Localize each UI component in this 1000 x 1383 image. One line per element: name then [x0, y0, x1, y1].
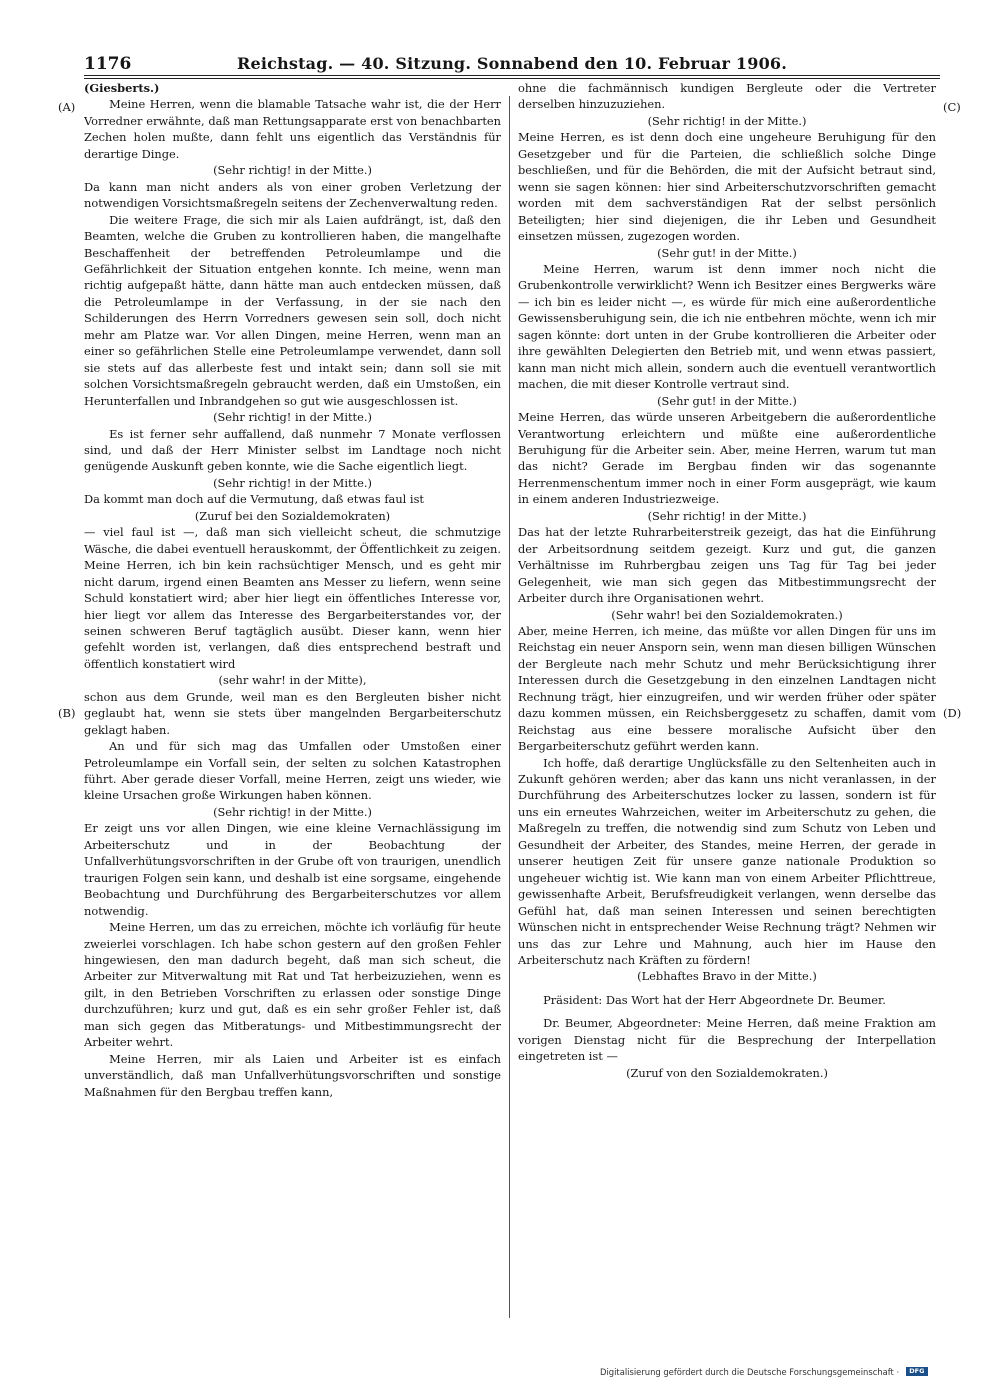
paragraph: Meine Herren, wenn die blamable Tatsache wahr ist, die der Herr Vorredner erwähnte, daß man Rettungsapparate erst von benachbarten Zechen holen mußte, dann fehlt uns eigentlich das Verständnis für derartige Dinge.	[84, 97, 501, 161]
interjection: (Sehr richtig! in der Mitte.)	[213, 163, 372, 178]
paragraph: Meine Herren, es ist denn doch eine ungeheure Beruhigung für den Gesetzgeber und für die Parteien, die schließlich solche Dinge beschließen, und für die Behörden, die mit der Aufsicht betraut sind, wenn sie sagen können: hier sind Arbeiterschutzvorschriften gemacht worden mit dem sachverständigen Rat der selbst persönlich Beteiligten; hier sind diejenigen, die ihr Leben und Gesundheit einsetzen müssen, zugezogen worden.	[518, 130, 936, 244]
page-title: Reichstag. — 40. Sitzung. Sonnabend den 10. Februar 1906.	[236, 54, 788, 73]
left-text-column	[84, 80, 501, 1330]
paragraph: Meine Herren, mir als Laien und Arbeiter ist es einfach unverständlich, daß man Unfallverhütungsvorschriften und sonstige Maßnahmen für den Bergbau treffen kann,	[84, 1051, 501, 1099]
header-rule-bottom	[84, 78, 940, 79]
paragraph: Dr. Beumer, Abgeordneter: Meine Herren, daß meine Fraktion am vorigen Dienstag nicht für die Besprechung der Interpellation eingetreten ist —	[518, 1016, 936, 1064]
margin-marker-c: (C)	[943, 100, 961, 114]
interjection: (Sehr gut! in der Mitte.)	[657, 245, 797, 260]
paragraph: Es ist ferner sehr auffallend, daß nunmehr 7 Monate verflossen sind, und daß der Herr Minister selbst im Landtage noch nicht genügende Auskunft geben konnte, wie die Sache eigentlich liegt.	[84, 426, 501, 474]
paragraph: Die weitere Frage, die sich mir als Laien aufdrängt, ist, daß den Beamten, welche die Gruben zu kontrollieren haben, die mangelhafte Beschaffenheit der betreffenden Petroleumlampe und die Gefährlichkeit der Situation entgehen konnte. Ich meine, wenn man richtig aufgepaßt hätte, dann hätte man auch entdecken müssen, daß die Petroleumlampe in der Verfassung, in der sie nach den Schilderungen des Herrn Vorredners gewesen sein soll, doch nicht mehr am Platze war. Vor allen Dingen, meine Herren, wenn man an einer so gefährlichen Stelle eine Petroleumlampe verwendet, dann soll sie stets auf das allerbeste fest und intakt sein; dann soll sie mit solchen Vorsichtsmaßregeln gebraucht werden, daß ein Umstoßen, ein Herunterfallen und Inbrandgehen so gut wie ausgeschlossen ist.	[84, 212, 501, 408]
page-header	[84, 50, 940, 76]
interjection: (Sehr wahr! bei den Sozialdemokraten.)	[611, 607, 843, 622]
column-divider	[509, 96, 510, 1318]
paragraph: An und für sich mag das Umfallen oder Umstoßen einer Petroleumlampe ein Vorfall sein, der selten zu solchen Katastrophen führt. Aber gerade dieser Vorfall, meine Herren, zeigt uns wieder, wie kleine Ursachen große Wirkungen haben können.	[84, 739, 501, 803]
interjection: (sehr wahr! in der Mitte),	[218, 673, 367, 688]
interjection: (Sehr gut! in der Mitte.)	[657, 393, 797, 408]
interjection: (Zuruf von den Sozialdemokraten.)	[626, 1065, 828, 1080]
footer-text: Digitalisierung gefördert durch die Deutsche Forschungsgemeinschaft ·	[600, 1366, 900, 1377]
paragraph: Ich hoffe, daß derartige Unglücksfälle zu den Seltenheiten auch in Zukunft gehören werden; aber das kann uns nicht veranlassen, in der Durchführung des Arbeiterschutzes locker zu lassen, sondern ist für uns ein erneutes Wahrzeichen, weiter im Arbeiterschutz zu gehen, die Maßregeln zu treffen, die notwendig sind zum Schutz von Leben und Gesundheit der Arbeiter, des Standes, meine Herren, der gerade in unserer heutigen Zeit für unsere ganze nationale Produktion so ungeheuer wichtig ist. Wie kann man von einem Arbeiter Pflichttreue, gewissenhafte Arbeit, Berufsfreudigkeit verlangen, wenn derselbe das Gefühl hat, daß man seinen Interessen und seinen berechtigten Wünschen nicht in entsprechender Weise Rechnung trägt? Nehmen wir uns das zur Lehre und Mahnung, auch hier im Hause den Arbeiterschutz nach Kräften zu fördern!	[518, 755, 936, 968]
paragraph: — viel faul ist —, daß man sich vielleicht scheut, die schmutzige Wäsche, die dabei eventuell herauskommt, der Öffentlichkeit zu zeigen. Meine Herren, ich bin kein rachsüchtiger Mensch, und es geht mir nicht darum, irgend einen Beamten ans Messer zu liefern, wenn seine Schuld konstatiert wird; aber hier liegt ein öffentliches Interesse vor, hier liegt vor allem das Interesse des Bergarbeiterstandes vor, der seinen schweren Beruf tagtäglich ausübt. Dieser kann, wenn hier gefehlt worden ist, verlangen, daß dies entsprechend bestraft und öffentlich konstatiert wird	[84, 525, 501, 671]
paragraph: Da kann man nicht anders als von einer groben Verletzung der notwendigen Vorsichtsmaßregeln seitens der Zechenverwaltung reden.	[84, 179, 501, 211]
paragraph: Das hat der letzte Ruhrarbeiterstreik gezeigt, das hat die Einführung der Arbeitsordnung seitdem gezeigt. Kurz und gut, die ganzen Verhältnisse im Ruhrbergbau zeigen uns Tag für Tag bei jeder Gelegenheit, wie man sich gegen das Mitbestimmungsrecht der Arbeiter durch ihre Organisationen wehrt.	[518, 525, 936, 606]
interjection: (Sehr richtig! in der Mitte.)	[647, 113, 807, 128]
paragraph: Aber, meine Herren, ich meine, das müßte vor allen Dingen für uns im Reichstag ein neuer Ansporn sein, wenn man diesen billigen Wünschen der Bergleute nach mehr Schutz und mehr Berücksichtigung ihrer Interessen durch die Gesetzgebung in den einzelnen Landtagen nicht Rechnung trägt, hier einzugreifen, und wir werden früher oder später dazu kommen müssen, ein Reichsberggesetz zu schaffen, damit vom Reichstag aus eine bessere moralische Aufsicht über den Bergarbeiterschutz geführt werden kann.	[518, 623, 936, 754]
interjection: (Sehr richtig! in der Mitte.)	[213, 475, 372, 490]
dfg-logo: DFG	[906, 1367, 928, 1376]
page-number: 1176	[84, 54, 132, 74]
paragraph-gap	[518, 985, 936, 992]
paragraph: Er zeigt uns vor allen Dingen, wie eine kleine Vernachlässigung im Arbeiterschutz und in der Beobachtung der Unfallverhütungsvorschriften in der Grube oft von traurigen, unendlich traurigen Folgen sein kann, und deshalb ist eine sorgsame, eingehende Beobachtung und Durchführung des Bergarbeiterschutzes vor allem notwendig.	[84, 821, 501, 918]
margin-marker-a: (A)	[58, 100, 76, 114]
paragraph-gap	[518, 1008, 936, 1015]
paragraph: schon aus dem Grunde, weil man es den Bergleuten bisher nicht geglaubt hat, wenn sie stets über mangelnden Bergarbeiterschutz geklagt haben.	[84, 689, 501, 737]
paragraph: ohne die fachmännisch kundigen Bergleute oder die Vertreter derselben hinzuzuziehen.	[518, 81, 936, 112]
interjection: (Sehr richtig! in der Mitte.)	[213, 410, 372, 425]
interjection: (Zuruf bei den Sozialdemokraten)	[194, 508, 391, 523]
header-rule-top	[84, 75, 940, 76]
interjection: (Sehr richtig! in der Mitte.)	[647, 508, 807, 523]
paragraph: Meine Herren, warum ist denn immer noch nicht die Grubenkontrolle verwirklicht? Wenn ich Besitzer eines Bergwerks wäre — ich bin es leider nicht —, es würde für mich eine außerordentliche Gewissensberuhigung sein, die ich nie entbehren möchte, wenn ich mir sagen könnte: dort unten in der Grube kontrollieren die Arbeiter oder ihre gewählten Delegierten den Betrieb mit, und wenn etwas passiert, kann man nicht mich allein, sondern auch die eventuell verantwortlich machen, die mit dieser Kontrolle vertraut sind.	[518, 261, 936, 392]
margin-marker-d: (D)	[943, 706, 962, 720]
digitization-footer	[600, 1366, 992, 1378]
speaker-name: (Giesberts.)	[84, 81, 160, 95]
margin-marker-b: (B)	[58, 706, 76, 720]
paragraph: Meine Herren, das würde unseren Arbeitgebern die außerordentliche Verantwortung erleichtern und müßte eine außerordentliche Beruhigung für die Arbeiter sein. Aber, meine Herren, warum tut man das nicht? Gerade im Bergbau finden wir das sogenannte Herrenmenschentum immer noch in einer Form ausgeprägt, wie kaum in einem anderen Industriezweige.	[518, 410, 936, 507]
paragraph: Meine Herren, um das zu erreichen, möchte ich vorläufig für heute zweierlei vorschlagen. Ich habe schon gestern auf den großen Fehler hingewiesen, den man dadurch begeht, daß man sich scheut, die Arbeiter zur Mitverwaltung mit Rat und Tat herbeizuziehen, wenn es gilt, in den Betrieben Vorschriften zu erlassen oder sonstige Dinge durchzuführen; kurz und gut, daß es ein sehr großer Fehler ist, daß man sich gegen das Mitberatungs- und Mitbestimmungsrecht der Arbeiter wehrt.	[84, 920, 501, 1050]
right-text-column	[518, 80, 936, 1330]
paragraph: Da kommt man doch auf die Vermutung, daß etwas faul ist	[84, 492, 424, 507]
interjection: (Lebhaftes Bravo in der Mitte.)	[637, 969, 817, 984]
paragraph: Präsident: Das Wort hat der Herr Abgeordnete Dr. Beumer.	[543, 992, 886, 1007]
interjection: (Sehr richtig! in der Mitte.)	[213, 804, 372, 819]
